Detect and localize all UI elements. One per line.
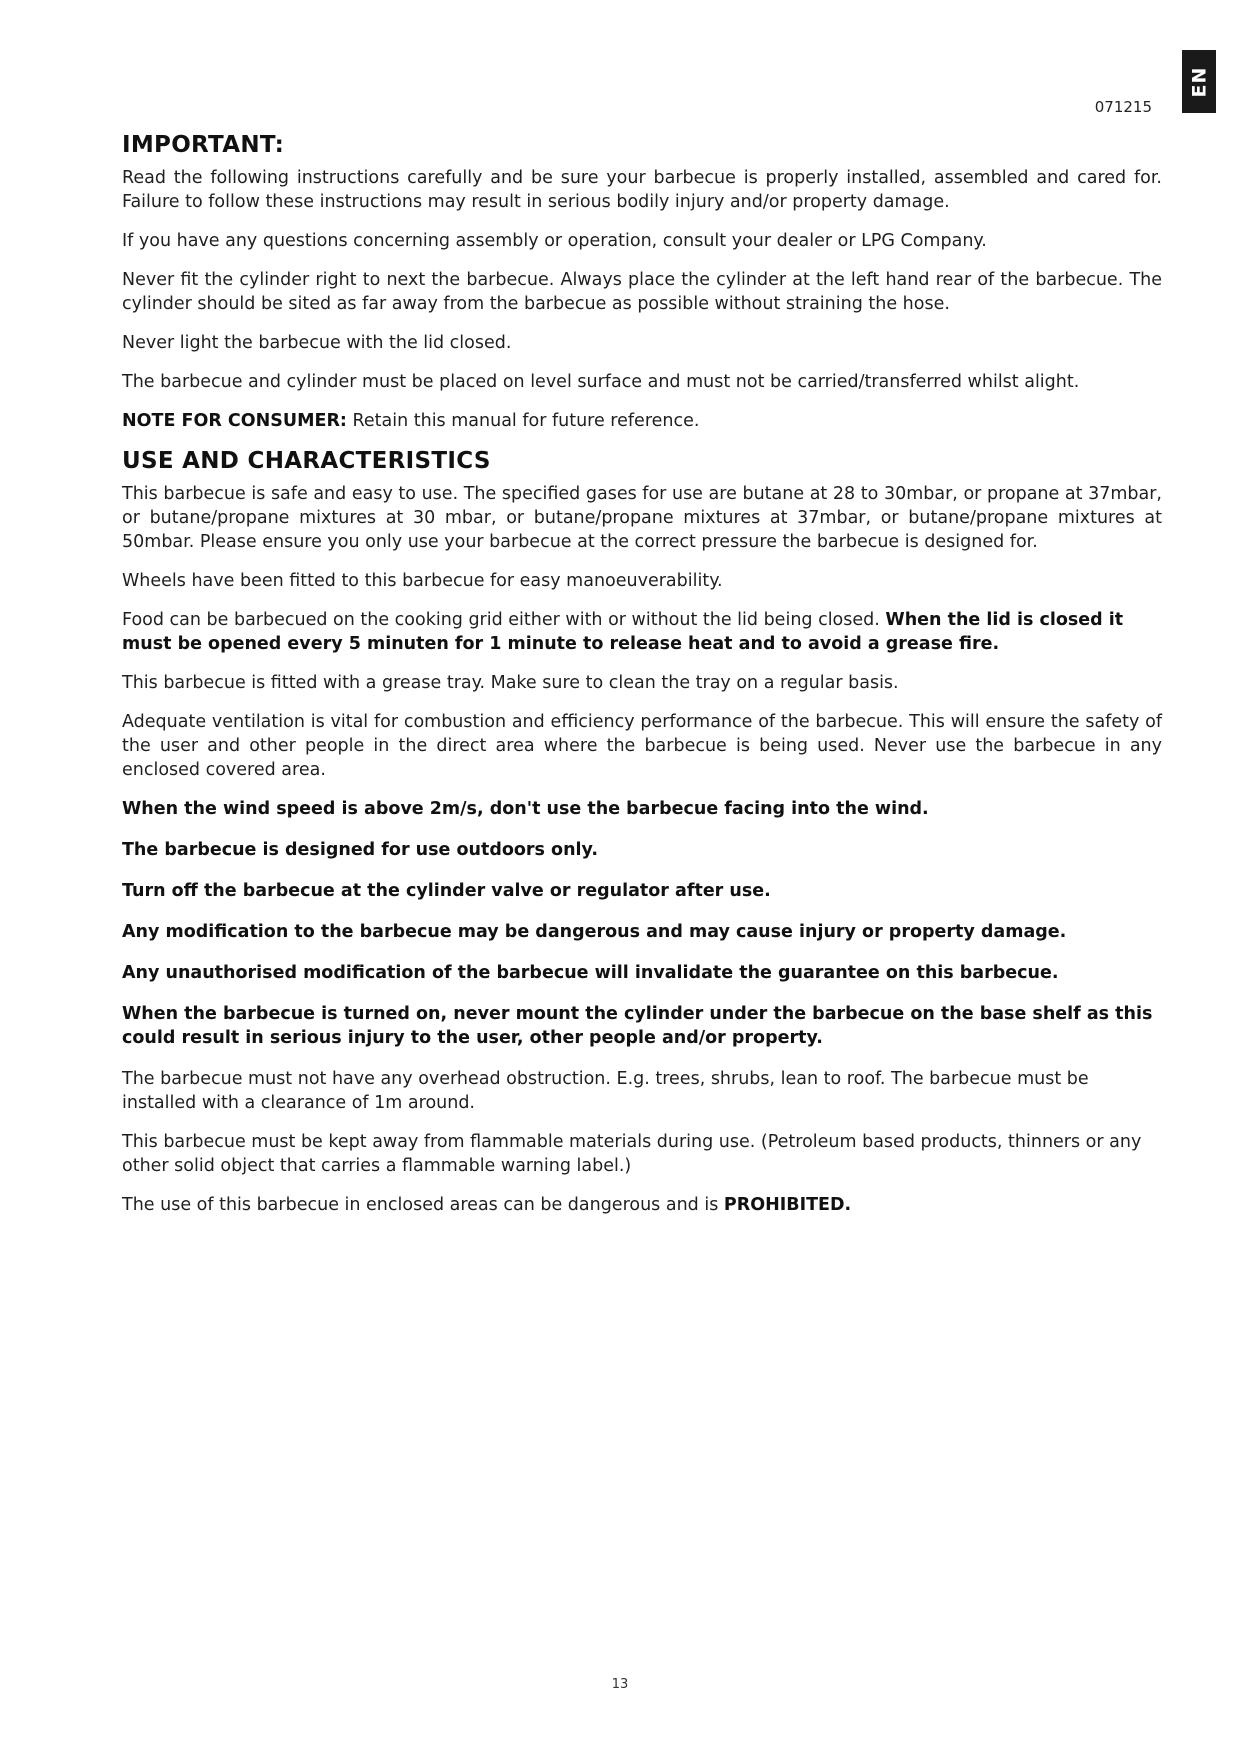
use-paragraph-enclosed-text: The use of this barbecue in enclosed areas can be dangerous and is — [122, 1195, 724, 1215]
use-paragraph-food-text: Food can be barbecued on the cooking grid either with or without the lid being closed. — [122, 610, 886, 630]
important-paragraph-lid-closed: Never light the barbecue with the lid closed. — [122, 333, 512, 353]
use-paragraph-gases: This barbecue is safe and easy to use. The specified gases for use are butane at 28 to 30mbar, or propane at 37mbar, or butane/propane mixtures at 30 mbar, or butane/propane mixtures at 37mbar, or butane/propane mixtures at 50mbar. Please ensure you only use your barbecue at the correct pressure the barbecue is designed for. — [122, 484, 1162, 552]
use-paragraph-ventilation: Adequate ventilation is vital for combustion and efficiency performance of the barbecue. This will ensure the safety of the user and other people in the direct area where the barbecue is being used. Never use the barbecue in any enclosed covered area. — [122, 712, 1162, 780]
important-paragraph-level-surface: The barbecue and cylinder must be placed on level surface and must not be carried/transferred whilst alight. — [122, 372, 1080, 392]
important-paragraph-cylinder-placement: Never fit the cylinder right to next the barbecue. Always place the cylinder at the left hand rear of the barbecue. The cylinder should be sited as far away from the barbecue as possible without straining the hose. — [122, 270, 1162, 314]
important-heading: IMPORTANT: — [122, 132, 285, 158]
use-paragraph-flammable: This barbecue must be kept away from flammable materials during use. (Petroleum based products, thinners or any other solid object that carries a flammable warning label.) — [122, 1132, 1142, 1176]
warning-turn-off: Turn off the barbecue at the cylinder valve or regulator after use. — [122, 881, 771, 901]
consumer-note-label: NOTE FOR CONSUMER: — [122, 411, 347, 431]
warning-wind-speed: When the wind speed is above 2m/s, don't use the barbecue facing into the wind. — [122, 799, 929, 819]
use-paragraph-enclosed-areas — [122, 1193, 1162, 1217]
page-number: 13 — [611, 1677, 629, 1692]
use-paragraph-grease-tray: This barbecue is fitted with a grease tray. Make sure to clean the tray on a regular basis. — [122, 673, 899, 693]
consumer-note-text: Retain this manual for future reference. — [346, 411, 700, 431]
warning-modification: Any modification to the barbecue may be dangerous and may cause injury or property damage. — [122, 922, 1067, 942]
use-paragraph-food-warning: When the lid is closed it must be opened every 5 minuten for 1 minute to release heat and to avoid a grease fire. — [122, 610, 1124, 654]
warning-cylinder-base-shelf: When the barbecue is turned on, never mount the cylinder under the barbecue on the base shelf as this could result in serious injury to the user, other people and/or property. — [122, 1004, 1153, 1048]
document-code: 071215 — [1094, 98, 1152, 116]
page-content — [122, 132, 1162, 1232]
use-paragraph-wheels: Wheels have been fitted to this barbecue for easy manoeuverability. — [122, 571, 723, 591]
language-tab — [1182, 50, 1216, 113]
use-paragraph-food — [122, 608, 1162, 656]
use-paragraph-overhead: The barbecue must not have any overhead obstruction. E.g. trees, shrubs, lean to roof. The barbecue must be installed with a clearance of 1m around. — [122, 1069, 1089, 1113]
important-paragraph-read-instructions: Read the following instructions carefully and be sure your barbecue is properly installed, assembled and cared for. Failure to follow these instructions may result in serious bodily injury and/or property damage. — [122, 168, 1162, 212]
use-paragraph-enclosed-prohibited: PROHIBITED. — [723, 1195, 852, 1215]
important-paragraph-questions: If you have any questions concerning assembly or operation, consult your dealer or LPG Company. — [122, 231, 987, 251]
warning-outdoors-only: The barbecue is designed for use outdoors only. — [122, 840, 598, 860]
consumer-note — [122, 409, 1162, 433]
warning-guarantee: Any unauthorised modification of the barbecue will invalidate the guarantee on this barbecue. — [122, 963, 1059, 983]
use-characteristics-heading: USE AND CHARACTERISTICS — [122, 448, 491, 474]
language-tab-label: EN — [1187, 66, 1210, 97]
